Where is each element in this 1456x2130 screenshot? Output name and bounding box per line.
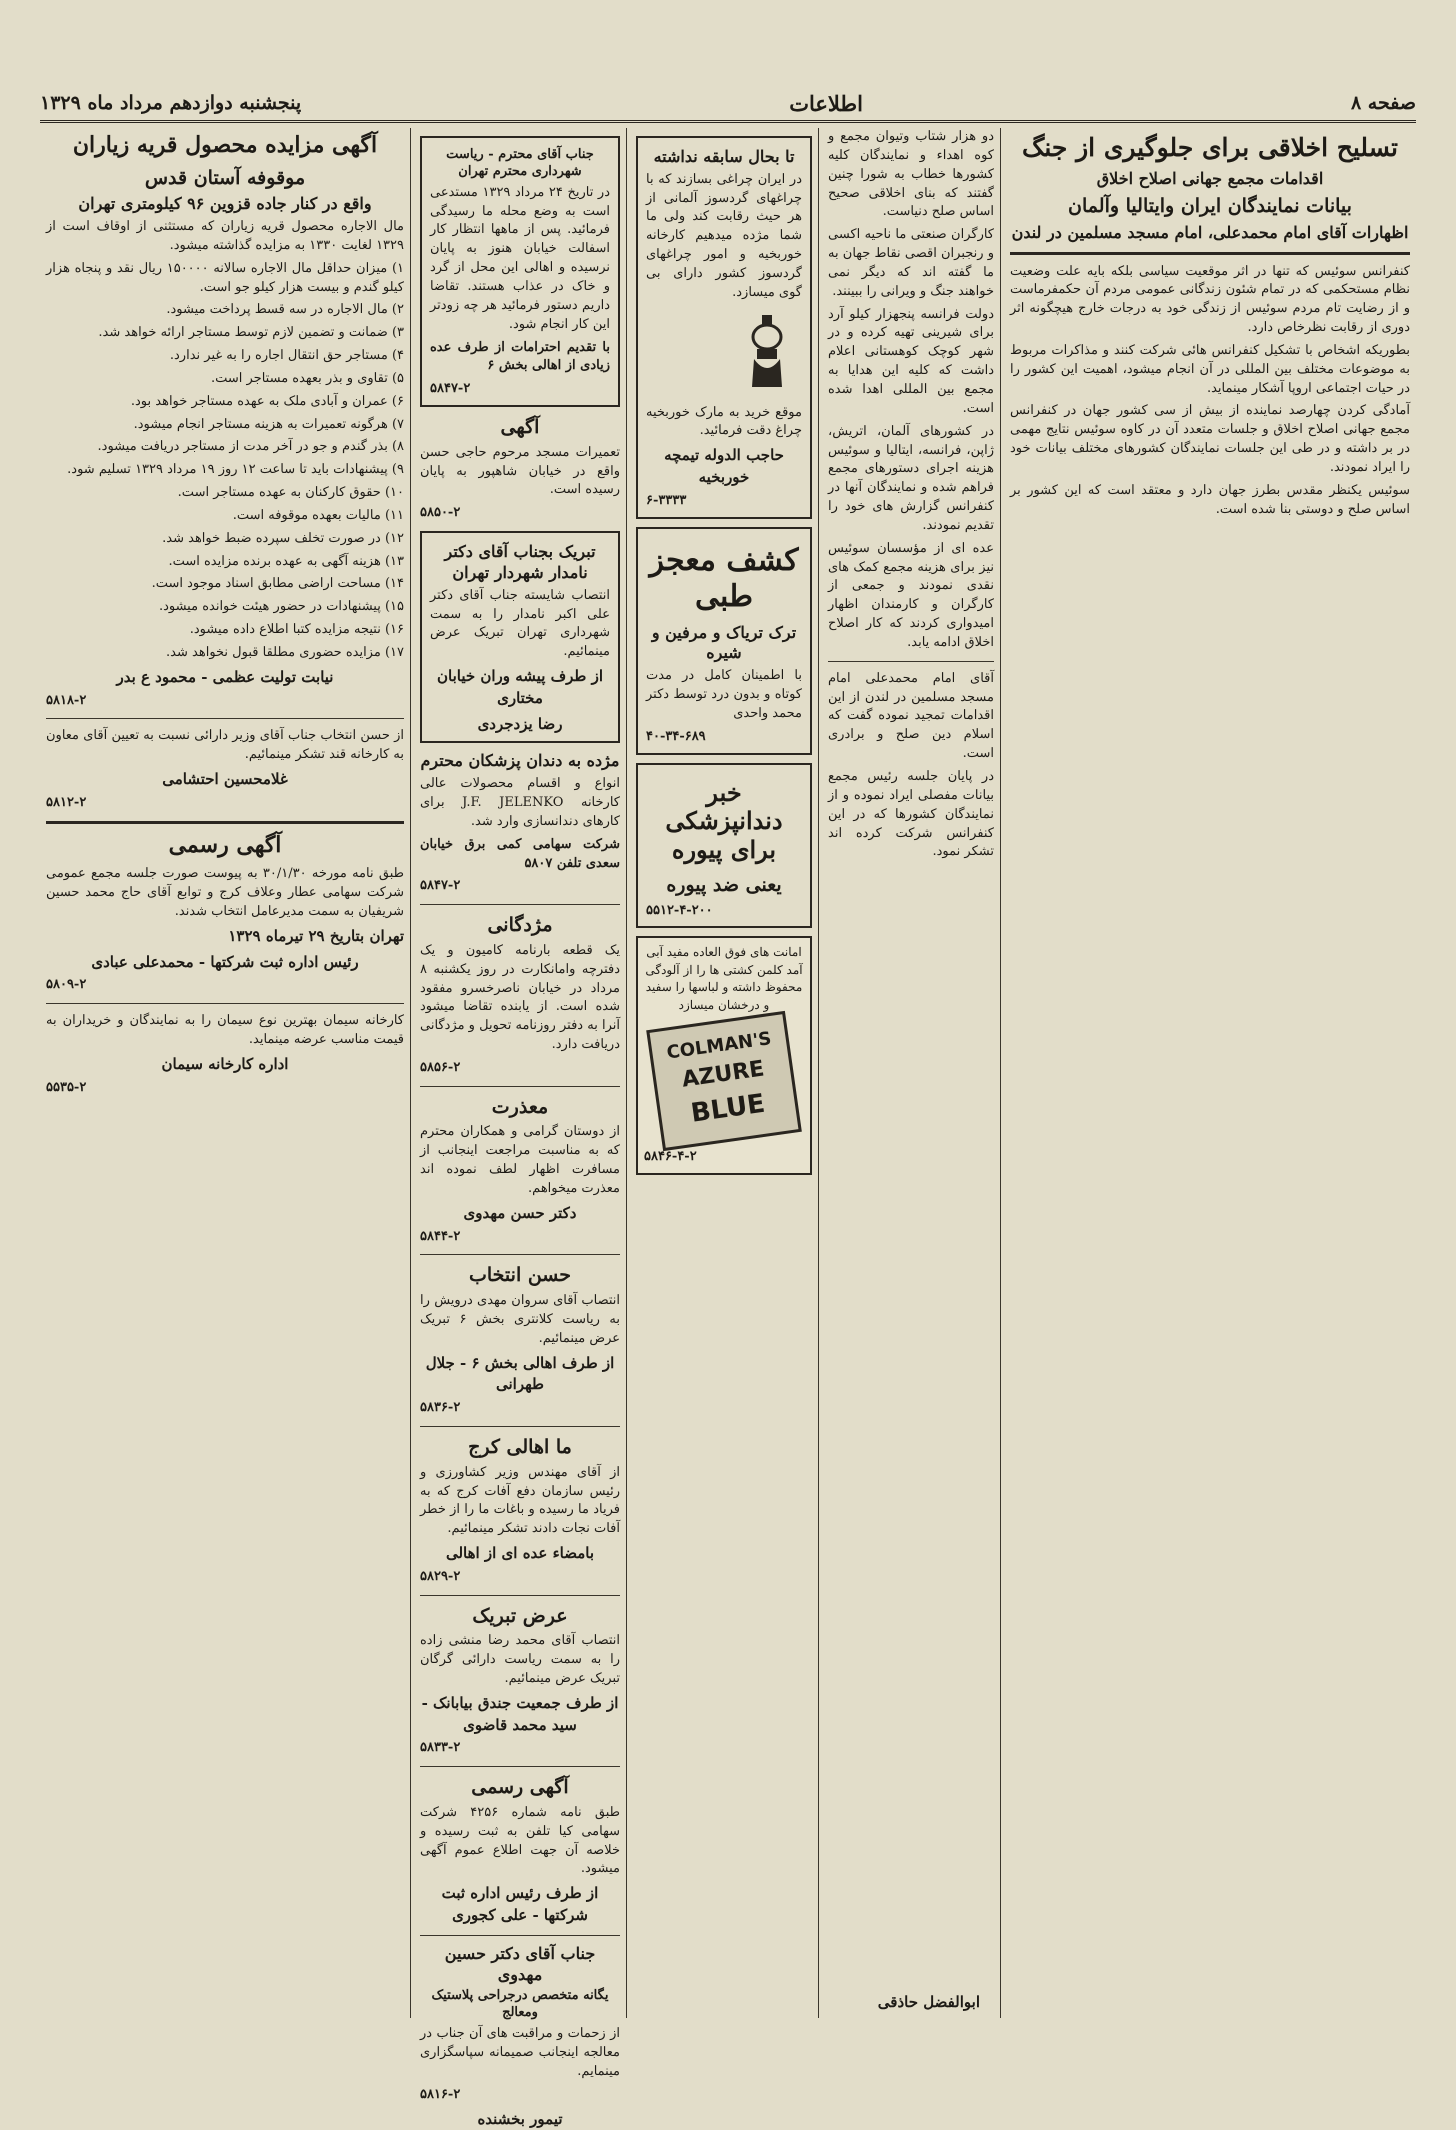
notice-item: ۱۲) در صورت تخلف سپرده ضبط خواهد شد. xyxy=(162,530,404,546)
ad-title: خبر دندانپزشکی برای پیوره xyxy=(665,777,783,865)
notice-item: ۸) بذر گندم و جو در آخر مدت از مستاجر دریافت میشود. xyxy=(97,439,404,455)
petition-ad xyxy=(420,136,620,407)
ad-title: معذرت xyxy=(491,1095,549,1118)
ad-title: جناب آقای دکتر حسین مهدوی xyxy=(444,1943,596,1984)
ad-title: عرض تبریک xyxy=(472,1604,568,1627)
ad-sign: رئیس اداره ثبت شرکتها - محمدعلی عبادی xyxy=(91,952,359,971)
notice-items xyxy=(46,260,404,663)
ad-sign: دکتر حسن مهدوی xyxy=(463,1203,577,1222)
ad-sign: از طرف اهالی بخش ۶ - جلال طهرانی xyxy=(425,1353,615,1394)
notice-item: ۱) میزان حداقل مال الاجاره سالانه ۱۵۰۰۰۰ ریال نقد و پنجاه هزار کیلو گندم و بیست هزار کیلو جو است. xyxy=(46,260,404,295)
ad-title: تا بحال سابقه نداشته xyxy=(653,147,795,166)
notice-item: ۲) مال الاجاره در سه قسط پرداخت میشود. xyxy=(166,302,404,318)
notice-item: ۱۱) مالیات بعهده موقوفه است. xyxy=(232,507,404,523)
ad-subtitle: یعنی ضد پیوره xyxy=(666,873,782,896)
colmans-blue-ad xyxy=(636,936,812,1174)
ad-body: امانت های فوق العاده مفید آبی آمد کلمن کشتی ها را از آلودگی محفوظ داشته و لباسها را سفید و درخشان میسازد xyxy=(645,945,803,1012)
notice-item: ۷) هرگونه تعمیرات به هزینه مستاجر انجام میشود. xyxy=(133,416,404,432)
ad-code: ۵۸۴۷-۲ xyxy=(430,381,471,397)
ad-code: ۶-۳۳۳۳ xyxy=(646,492,687,508)
article-paragraph: دو هزار شتاب وتیوان مجمع و کوه اهداء و نمایندگان کلیه کشورها خطاب به شورا چنین گفتند که بنای اخلاقی صحیح اساس صلح دنیاست. xyxy=(828,129,994,220)
ad-title: آگهی رسمی xyxy=(471,1776,569,1799)
ad-sign: اداره کارخانه سیمان xyxy=(161,1054,289,1073)
ad-code: ۵۸۱۲-۲ xyxy=(46,794,87,810)
ad-body: شرکت سهامی کمی برق خیابان سعدی تلفن ۵۸۰۷ xyxy=(420,836,620,871)
ad-code: ۵۸۲۹-۲ xyxy=(420,1568,461,1584)
ad-code: ۴۰-۳۴-۶۸۹ xyxy=(646,728,706,744)
notice-item: ۳) ضمانت و تضمین لازم توسط مستاجر ارائه خواهد شد. xyxy=(98,325,404,341)
notice-item: ۱۶) نتیجه مزایده کتبا اطلاع داده میشود. xyxy=(189,622,404,638)
ad-body: از دوستان گرامی و همکاران محترم که به مناسبت مراجعت اینجانب از مسافرت اظهار لطف نموده اند معذرت میخواهم. xyxy=(420,1124,620,1197)
article-paragraph: عده ای از مؤسسان سوئیس نیز برای هزینه مجمع کمک های نقدی نمودند و جمعی از کارگران و کارمندان اظهار امیدواری کردند که کار اصلاح اخلاق ادامه یابد. xyxy=(828,540,994,650)
notice-sign: نیابت تولیت عظمی - محمود ع بدر xyxy=(116,667,334,686)
ad-sign: از طرف پیشه وران خیابان مختاری xyxy=(437,667,603,707)
notice-item: ۱۴) مساحت اراضی مطابق اسناد موجود است. xyxy=(151,576,404,592)
ad-code: ۵۸۱۶-۲ xyxy=(420,2086,461,2102)
ad-body: از حسن انتخاب جناب آقای وزیر دارائی نسبت به تعیین آقای معاون به کارخانه قند تشکر مینمائیم. xyxy=(46,728,404,763)
ad-sign: از طرف جمعیت جندق بیابانک - سید محمد قاضوی xyxy=(421,1693,619,1734)
article-paragraph: در پایان جلسه رئیس مجمع بیانات مفصلی ایراد نموده و از نمایندگان کشورها که در این کنفرانس شرکت کرده اند تشکر نمود. xyxy=(828,769,994,860)
page-number: صفحه ۸ xyxy=(1350,92,1416,114)
ad-title: ما اهالی کرج xyxy=(468,1436,572,1459)
column-rule xyxy=(410,128,411,2018)
notice-item: ۱۰) حقوق کارکنان به عهده مستاجر است. xyxy=(177,485,404,501)
ad-code: ۵۸۵۶-۲ xyxy=(420,1059,461,1075)
notice-subheadline: واقع در کنار جاده قزوین ۹۶ کیلومتری تهران xyxy=(78,194,372,214)
ad-body: در ایران چراغی بسازند که با چراغهای گردسوز آلمانی از هر حیث رقابت کند ولی ما شما مژده میدهیم کارخانه خوربخیه و امور چراغهای گردسوز کشور دارای بی گوی میسازد. xyxy=(646,171,802,300)
ad-code: ۵۸۴۶-۴-۲ xyxy=(644,1148,697,1164)
notice-item: ۵) تقاوی و بذر بعهده مستاجر است. xyxy=(210,370,404,386)
ad-body: از آقای مهندس وزیر کشاورزی و رئیس سازمان دفع آفات کرج که به فریاد ما رسیده و باغات ما را از خطر آفات نجات دادند تشکر مینمائیم. xyxy=(420,1464,620,1537)
ad-sign: غلامحسین احتشامی xyxy=(162,770,288,789)
issue-date: پنجشنبه دوازدهم مرداد ماه ۱۳۲۹ xyxy=(40,92,302,114)
ad-sign: با تقدیم احترامات از طرف عده زیادی از اهالی بخش ۶ xyxy=(430,339,610,374)
ad-body: در تاریخ ۲۴ مرداد ۱۳۲۹ مستدعی است به وضع محله ما رسیدگی فرمائید. پس از ماهها انتظار کار اسفالت خیابان هنوز به پایان نرسیده و اهالی این محل از گرد و خاک در عذاب هستند. تقاضا داریم دستور فرمائید هر چه زودتر این کار انجام شود. xyxy=(430,184,610,332)
column-rule xyxy=(1000,128,1001,2018)
ad-code: ۵۸۰۹-۲ xyxy=(46,977,87,993)
article-signature: ابوالفضل حاذقی xyxy=(877,1993,980,2012)
ads-column-3 xyxy=(630,128,818,2024)
ad-body: انتصاب شایسته جناب آقای دکتر علی اکبر نامدار را به سمت شهرداری تهران تبریک عرض مینمائیم. xyxy=(430,587,610,660)
ad-code: ۵۵۱۲-۴-۲۰۰ xyxy=(646,902,713,918)
ad-sign: بامضاء عده ای از اهالی xyxy=(445,1544,595,1563)
product-box xyxy=(646,1011,802,1151)
ad-body: موقع خرید به مارک خوربخیه چراغ دقت فرمائید. xyxy=(646,404,802,439)
addiction-ad xyxy=(636,527,812,755)
newspaper-name: اطلاعات xyxy=(789,90,863,116)
lamp-icon xyxy=(732,307,802,397)
ad-body: تعمیرات مسجد مرحوم حاجی حسن واقع در خیابان شاهپور به پایان رسیده است. xyxy=(420,444,620,498)
notice-item: ۱۳) هزینه آگهی به عهده برنده مزایده است. xyxy=(168,553,404,569)
notice-item: ۴) مستاجر حق انتقال اجاره را به غیر ندارد. xyxy=(169,348,404,364)
brand-line: AZURE xyxy=(680,1056,766,1093)
column-rule xyxy=(818,128,819,2018)
ad-title: مژدگانی xyxy=(487,914,553,937)
lamp-ad xyxy=(636,136,812,519)
ad-body: انواع و اقسام محصولات عالی کارخانه J.F. JELENKO برای کارهای دندانسازی وارد شد. xyxy=(420,776,620,829)
notice-headline: آگهی مزایده محصول قریه زیاران xyxy=(72,132,378,158)
ad-title: تبریک بجناب آقای دکتر نامدار شهردار تهران xyxy=(444,542,596,582)
ad-subtitle: یگانه متخصص درجراحی پلاستیک ومعالج xyxy=(431,1988,609,2021)
ad-code: ۵۵۳۵-۲ xyxy=(46,1079,87,1095)
article-paragraph: دولت فرانسه پنجهزار کیلو آرد برای شیرینی تهیه کرده و در شهر کوچک کوهستانی اعلام داشت که کلیه این هدایا به مجمع بین المللی اهدا شده است. xyxy=(828,306,994,416)
article-paragraph: بطوریکه اشخاص با تشکیل کنفرانس هائی شرکت کنند و مذاکرات مربوط به موضوعات مختلف بین المللی در آن انجام میشود، اهمیت این کشور را در حیات اجتماعی اروپا آشکار مینماید. xyxy=(1010,342,1410,396)
ad-body: انتصاب آقای سروان مهدی درویش را به ریاست کلانتری بخش ۶ تبریک عرض مینمائیم. xyxy=(420,1293,620,1346)
ad-body: طبق نامه شماره ۴۲۵۶ شرکت سهامی کیا تلفن به ثبت رسیده و خلاصه آن جهت اطلاع عموم آگهی میشود. xyxy=(420,1804,620,1877)
article-subheadline: اظهارات آقای امام محمدعلی، امام مسجد مسلمین در لندن xyxy=(1011,222,1409,242)
notice-item: ۹) پیشنهادات باید تا ساعت ۱۲ روز ۱۹ مرداد ۱۳۲۹ تسلیم شود. xyxy=(67,462,404,478)
article-paragraph: در کشورهای آلمان، اتریش، ژاپن، فرانسه، ایتالیا و سوئیس هزینه اجرای دستورهای مجمع فراهم شده و نمایندگان آنها در کنفرانس گزارش های خود را تقدیم نمودند. xyxy=(828,423,994,533)
ad-body: کارخانه سیمان بهترین نوع سیمان را به نمایندگان و خریداران به قیمت مناسب عرضه مینماید. xyxy=(46,1013,404,1047)
ad-code: ۵۸۳۶-۲ xyxy=(420,1400,461,1416)
ad-code: ۵۸۴۴-۲ xyxy=(420,1228,461,1244)
ad-body: انتصاب آقای محمد رضا منشی زاده را به سمت ریاست دارائی گرگان تبریک عرض مینمائیم. xyxy=(420,1633,620,1687)
article-paragraph: آقای امام محمدعلی امام مسجد مسلمین در لندن از این اقدامات تمجید نموده گفت که اسلام دین صلح و برادری است. xyxy=(828,670,994,762)
brand-line: COLMAN'S xyxy=(665,1028,773,1064)
ad-title: کشف معجز طبی xyxy=(649,542,799,614)
ad-footer: حاجب الدوله تیمچه خوربخیه xyxy=(664,446,784,486)
ad-sign: از طرف رئیس اداره ثبت شرکتها - علی کجوری xyxy=(441,1884,599,1925)
column-rule xyxy=(626,128,627,2018)
ads-column-4 xyxy=(414,128,626,2128)
ad-body: یک قطعه بارنامه کامیون و یک دفترچه وامانکارت در روز یکشنبه ۸ مرداد در خیابان ناصرخسرو مفقود شده است. از یابنده تقاضا میشود آنرا به دفتر روزنامه تحویل و مژدگانی دریافت دارد. xyxy=(420,942,620,1053)
auction-notice xyxy=(40,128,410,2024)
notice-item: ۶) عمران و آبادی ملک به عهده مستاجر خواهد بود. xyxy=(130,393,404,409)
article-continuation xyxy=(822,128,1000,2024)
article-headline: تسلیح اخلاقی برای جلوگیری از جنگ xyxy=(1022,133,1398,162)
brand-line: BLUE xyxy=(689,1088,767,1129)
article-paragraph: کنفرانس سوئیس که تنها در اثر موقعیت سیاسی بلکه بایه علت وضعیت نظام مستحکمی که در تمام شئون زندگانی عمومی مردم آن حکمفرماست و از رضایت تام مردم سوئیس از زندگی خود به درجات خارج هیچگونه اثر دوری از رقابت نظرخاص دارد. xyxy=(1010,263,1410,336)
article-subheadline: بیانات نمایندگان ایران وایتالیا وآلمان xyxy=(1068,195,1352,218)
dental-ad xyxy=(636,763,812,929)
article-subheadline: اقدامات مجمع جهانی اصلاح اخلاق xyxy=(1096,169,1324,189)
article-moral-rearmament xyxy=(1004,128,1416,2024)
ad-title: حسن انتخاب xyxy=(468,1264,571,1287)
article-paragraph: آمادگی کردن چهارصد نماینده از بیش از سی کشور جهان در کنفرانس مجمع جهانی اصلاح اخلاق و جلسات متعدد آن در کاوه سوئیس نتایج مهمی در بر داشته و در طی این جلسات نمایندگان کشورهای مختلف بیانات خود را ایراد نمودند. xyxy=(1010,403,1410,475)
ad-title: جناب آقای محترم - ریاست شهرداری محترم تهران xyxy=(446,147,594,179)
notice-item: ۱۷) مزایده حضوری مطلقا قبول نخواهد شد. xyxy=(166,645,404,661)
article-paragraph: سوئیس یکنظر مقدس بطرز جهان دارد و معتقد است که این کشور بر اساس صلح و دوستی بنا شده است. xyxy=(1010,482,1410,517)
ad-sign: تیمور بخشنده xyxy=(477,2109,563,2128)
notice-paragraph: مال الاجاره محصول قریه زیاران که مستثنی از اوقاف است از ۱۳۲۹ لغایت ۱۳۳۰ به مزایده گذاشته میشود. xyxy=(46,218,404,253)
ad-subtitle: ترک تریاک و مرفین و شیره xyxy=(651,622,797,663)
ad-title: آگهی رسمی xyxy=(168,831,282,858)
ad-code: ۵۸۵۰-۲ xyxy=(420,505,461,521)
congrats-ad xyxy=(420,531,620,743)
ad-body: طبق نامه مورخه ۳۰/۱/۳۰ به پیوست صورت جلسه مجمع عمومی شرکت سهامی عطار وعلاف کرج و توابع آقای حاج محمد حسین شریفیان به سمت مدیرعامل انتخاب شدند. xyxy=(46,866,404,919)
article-paragraph: کارگران صنعتی ما ناحیه اکسی و رنجبران اقصی نقاط جهان به ما گفته اند که دیگر نمی خواهند جنگ و ویرانی را ببینند. xyxy=(828,227,994,299)
ad-body: با اطمینان کامل در مدت کوتاه و بدون درد توسط دکتر محمد واحدی xyxy=(646,668,802,721)
notice-item: ۱۵) پیشنهادات در حضور هیئت خوانده میشود. xyxy=(158,599,404,615)
ad-sign: رضا یزدجردی xyxy=(477,714,563,733)
ad-date: تهران بتاریخ ۲۹ تیرماه ۱۳۲۹ xyxy=(228,926,404,945)
ad-code: ۵۸۴۷-۲ xyxy=(420,878,461,894)
notice-subheadline: موقوفه آستان قدس xyxy=(144,166,306,189)
ad-code: ۵۸۱۸-۲ xyxy=(46,692,87,708)
ad-body: از زحمات و مراقبت های آن جناب در معالجه اینجانب صمیمانه سپاسگزاری مینمایم. xyxy=(420,2026,620,2079)
ad-code: ۵۸۳۳-۲ xyxy=(420,1740,461,1756)
ad-title: آگهی xyxy=(500,416,540,439)
page-header xyxy=(40,86,1416,123)
ad-title: مژده به دندان پزشکان محترم xyxy=(420,751,620,771)
